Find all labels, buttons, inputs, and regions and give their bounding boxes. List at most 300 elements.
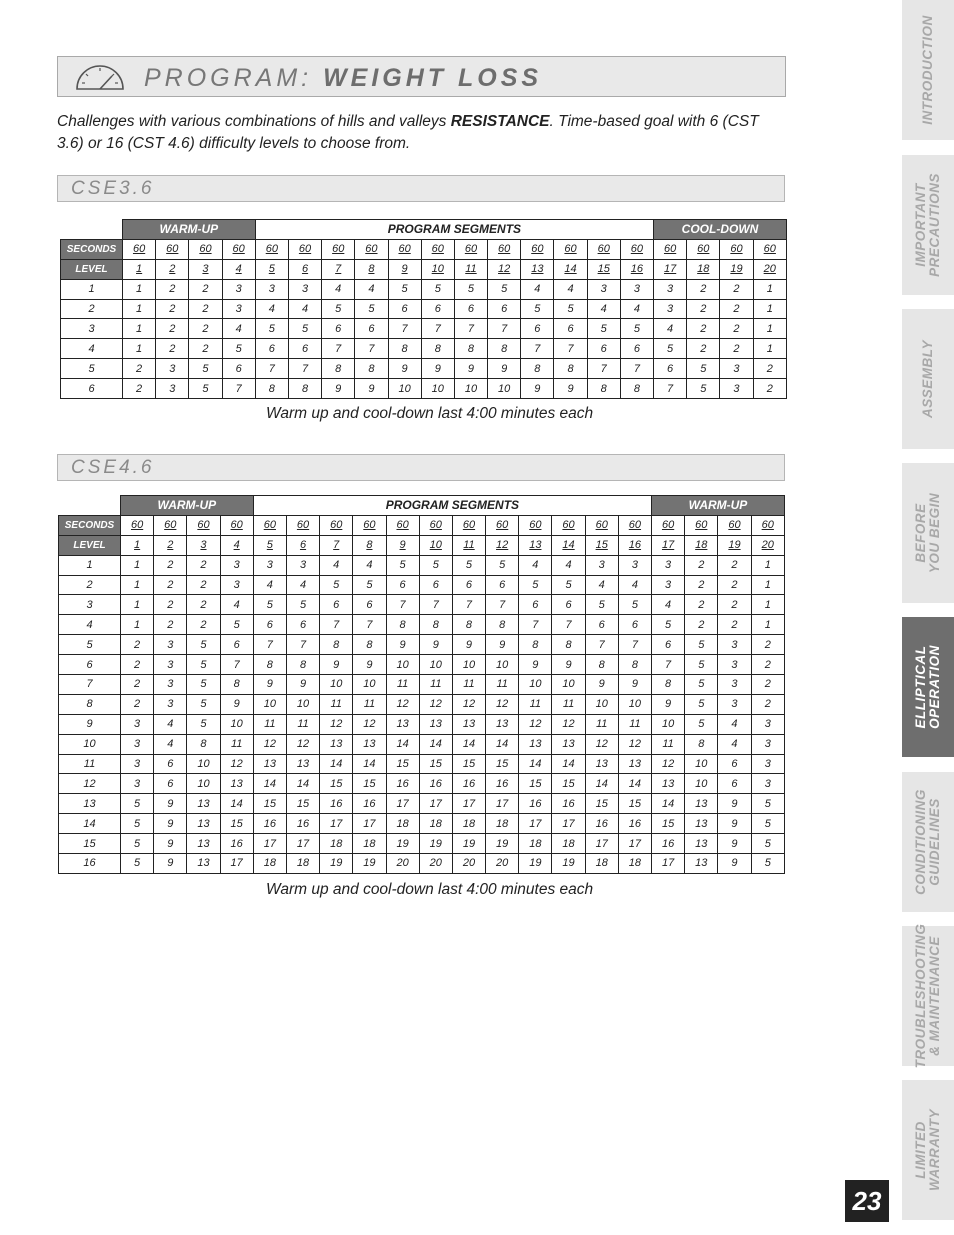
resistance-cell: 1 [121,555,154,575]
resistance-cell: 2 [156,319,189,339]
resistance-cell: 8 [552,635,585,655]
resistance-cell: 15 [519,774,552,794]
resistance-cell: 11 [652,734,685,754]
resistance-cell: 6 [386,575,419,595]
resistance-cell: 3 [718,655,751,675]
level-number-cell: 11 [59,754,121,774]
resistance-cell: 5 [121,794,154,814]
resistance-cell: 3 [154,655,187,675]
resistance-cell: 3 [585,555,618,575]
segment-number-cell: 11 [452,535,485,555]
section-title: CSE4.6 [71,457,155,478]
resistance-cell: 2 [154,595,187,615]
resistance-cell: 10 [519,675,552,695]
segment-number-cell: 15 [587,259,620,279]
resistance-cell: 3 [720,359,753,379]
segment-number-cell: 1 [121,535,154,555]
resistance-cell: 5 [521,299,554,319]
resistance-cell: 14 [652,794,685,814]
resistance-cell: 2 [187,555,220,575]
resistance-cell: 17 [220,854,253,874]
level-label: LEVEL [59,535,121,555]
resistance-cell: 3 [154,635,187,655]
resistance-cell: 18 [552,834,585,854]
resistance-cell: 11 [220,734,253,754]
segment-number-cell: 8 [355,259,388,279]
resistance-cell: 1 [123,279,156,299]
segment-number-cell: 11 [454,259,487,279]
resistance-cell: 10 [286,694,319,714]
resistance-cell: 4 [718,734,751,754]
resistance-cell: 4 [220,595,253,615]
seconds-cell: 60 [386,515,419,535]
resistance-cell: 10 [388,379,421,399]
tab-important-precautions[interactable] [902,155,954,295]
level-number-cell: 3 [59,595,121,615]
resistance-cell: 3 [220,555,253,575]
resistance-cell: 11 [618,714,651,734]
seconds-cell: 60 [322,239,355,259]
resistance-cell: 2 [685,555,718,575]
resistance-cell: 3 [222,279,255,299]
table-row [59,595,785,615]
table-row [59,615,785,635]
seconds-cell: 60 [286,515,319,535]
resistance-cell: 14 [353,754,386,774]
resistance-cell: 4 [521,279,554,299]
resistance-cell: 9 [521,379,554,399]
resistance-cell: 16 [552,794,585,814]
resistance-cell: 2 [121,635,154,655]
resistance-cell: 19 [419,834,452,854]
resistance-cell: 12 [585,734,618,754]
resistance-cell: 9 [154,834,187,854]
level-number-cell: 6 [59,655,121,675]
table-row [59,555,785,575]
segment-number-cell: 2 [154,535,187,555]
resistance-cell: 7 [355,339,388,359]
segment-number-cell: 19 [718,535,751,555]
resistance-cell: 8 [353,635,386,655]
resistance-cell: 8 [618,655,651,675]
segment-number-cell: 20 [751,535,784,555]
resistance-cell: 10 [685,754,718,774]
seconds-cell: 60 [685,515,718,535]
resistance-cell: 13 [220,774,253,794]
table-row [59,834,785,854]
segment-number-cell: 5 [253,535,286,555]
segment-number-cell: 3 [187,535,220,555]
speedometer-icon [74,65,126,91]
resistance-cell: 6 [220,635,253,655]
resistance-cell: 2 [187,615,220,635]
resistance-cell: 5 [687,379,720,399]
resistance-cell: 20 [419,854,452,874]
resistance-cell: 2 [753,359,786,379]
tab-troubleshooting-maintenance[interactable] [902,923,954,1069]
resistance-cell: 3 [751,774,784,794]
resistance-cell: 16 [486,774,519,794]
table-caption: Warm up and cool-down last 4:00 minutes each [266,405,594,422]
segment-number-cell: 6 [288,259,321,279]
resistance-cell: 3 [253,555,286,575]
tab-introduction[interactable] [902,0,954,140]
resistance-cell: 9 [322,379,355,399]
resistance-cell: 4 [620,299,653,319]
resistance-cell: 3 [156,379,189,399]
resistance-cell: 2 [685,615,718,635]
level-number-cell: 3 [61,319,123,339]
resistance-cell: 18 [386,814,419,834]
resistance-cell: 2 [156,339,189,359]
resistance-cell: 8 [587,379,620,399]
resistance-cell: 14 [519,754,552,774]
resistance-cell: 16 [618,814,651,834]
resistance-cell: 4 [154,734,187,754]
resistance-cell: 10 [488,379,521,399]
seconds-cell: 60 [620,239,653,259]
table-row [59,754,785,774]
resistance-cell: 5 [189,359,222,379]
resistance-cell: 16 [652,834,685,854]
resistance-cell: 5 [751,854,784,874]
resistance-cell: 13 [486,714,519,734]
resistance-cell: 4 [618,575,651,595]
segment-number-cell: 12 [486,535,519,555]
resistance-cell: 5 [121,834,154,854]
resistance-cell: 15 [452,754,485,774]
resistance-cell: 1 [121,615,154,635]
resistance-cell: 10 [452,655,485,675]
resistance-cell: 3 [618,555,651,575]
resistance-cell: 4 [554,279,587,299]
seconds-cell: 60 [720,239,753,259]
resistance-cell: 2 [718,555,751,575]
resistance-cell: 7 [452,595,485,615]
resistance-cell: 17 [618,834,651,854]
resistance-cell: 13 [187,794,220,814]
resistance-cell: 10 [320,675,353,695]
resistance-cell: 15 [353,774,386,794]
resistance-cell: 14 [585,774,618,794]
resistance-cell: 8 [187,734,220,754]
seconds-cell: 60 [189,239,222,259]
resistance-cell: 18 [585,854,618,874]
tab-label: BEFORE YOU BEGIN [913,492,942,574]
resistance-cell: 1 [753,299,786,319]
resistance-cell: 9 [486,635,519,655]
segment-number-cell: 9 [386,535,419,555]
resistance-cell: 15 [320,774,353,794]
resistance-cell: 5 [751,834,784,854]
resistance-cell: 1 [121,595,154,615]
resistance-cell: 3 [718,675,751,695]
resistance-cell: 15 [552,774,585,794]
resistance-cell: 5 [552,575,585,595]
level-number-cell: 13 [59,794,121,814]
resistance-cell: 3 [652,555,685,575]
resistance-cell: 10 [618,694,651,714]
resistance-cell: 13 [286,754,319,774]
resistance-cell: 4 [322,279,355,299]
resistance-cell: 15 [220,814,253,834]
resistance-cell: 5 [618,595,651,615]
resistance-cell: 3 [720,379,753,399]
resistance-cell: 11 [486,675,519,695]
resistance-cell: 4 [519,555,552,575]
resistance-cell: 10 [187,754,220,774]
resistance-cell: 13 [187,854,220,874]
resistance-cell: 8 [253,655,286,675]
resistance-cell: 6 [620,339,653,359]
resistance-cell: 4 [585,575,618,595]
resistance-cell: 2 [720,319,753,339]
resistance-cell: 4 [718,714,751,734]
resistance-cell: 15 [652,814,685,834]
segment-number-cell: 9 [388,259,421,279]
resistance-cell: 10 [386,655,419,675]
page-number: 23 [845,1180,889,1222]
intro-bold: RESISTANCE [450,113,550,130]
resistance-cell: 17 [353,814,386,834]
seconds-cell: 60 [452,515,485,535]
program-table-cse36 [60,219,787,399]
table-row [61,379,787,399]
resistance-cell: 16 [320,794,353,814]
resistance-cell: 12 [286,734,319,754]
segment-number-cell: 14 [554,259,587,279]
resistance-cell: 6 [718,774,751,794]
tab-label: IMPORTANT PRECAUTIONS [913,173,942,277]
resistance-cell: 5 [288,319,321,339]
resistance-cell: 2 [751,635,784,655]
resistance-cell: 2 [685,575,718,595]
resistance-cell: 2 [123,359,156,379]
resistance-cell: 5 [187,694,220,714]
resistance-cell: 6 [652,635,685,655]
resistance-cell: 6 [154,754,187,774]
resistance-cell: 5 [121,814,154,834]
level-number-cell: 10 [59,734,121,754]
table-row [59,694,785,714]
resistance-cell: 10 [253,694,286,714]
resistance-cell: 6 [486,575,519,595]
resistance-cell: 17 [552,814,585,834]
resistance-cell: 4 [552,555,585,575]
resistance-cell: 13 [187,814,220,834]
resistance-cell: 7 [652,655,685,675]
resistance-cell: 6 [322,319,355,339]
level-number-cell: 5 [61,359,123,379]
resistance-cell: 7 [286,635,319,655]
resistance-cell: 8 [320,635,353,655]
resistance-cell: 7 [618,635,651,655]
resistance-cell: 3 [121,734,154,754]
resistance-cell: 6 [353,595,386,615]
resistance-cell: 5 [685,675,718,695]
resistance-cell: 3 [255,279,288,299]
resistance-cell: 10 [552,675,585,695]
resistance-cell: 3 [121,714,154,734]
resistance-cell: 16 [220,834,253,854]
resistance-cell: 8 [488,339,521,359]
resistance-cell: 7 [353,615,386,635]
seconds-cell: 60 [687,239,720,259]
resistance-cell: 6 [488,299,521,319]
tab-label: ELLIPTICAL OPERATION [913,645,942,729]
resistance-cell: 8 [419,615,452,635]
tab-before-you-begin[interactable] [902,463,954,603]
tab-conditioning-guidelines[interactable] [902,772,954,912]
level-number-cell: 1 [61,279,123,299]
resistance-cell: 5 [685,694,718,714]
resistance-cell: 14 [552,754,585,774]
resistance-cell: 1 [753,319,786,339]
resistance-cell: 2 [121,655,154,675]
resistance-cell: 7 [488,319,521,339]
resistance-cell: 5 [187,714,220,734]
resistance-cell: 5 [320,575,353,595]
resistance-cell: 2 [718,615,751,635]
resistance-cell: 5 [620,319,653,339]
seconds-label: SECONDS [59,515,121,535]
level-number-cell: 7 [59,675,121,695]
resistance-cell: 1 [753,339,786,359]
resistance-cell: 7 [521,339,554,359]
resistance-cell: 6 [718,754,751,774]
resistance-cell: 6 [253,615,286,635]
resistance-cell: 4 [255,299,288,319]
seconds-cell: 60 [187,515,220,535]
resistance-cell: 3 [286,555,319,575]
resistance-cell: 12 [552,714,585,734]
resistance-cell: 5 [685,635,718,655]
resistance-cell: 13 [386,714,419,734]
seconds-cell: 60 [552,515,585,535]
tab-limited-warranty[interactable] [902,1080,954,1220]
resistance-cell: 5 [255,319,288,339]
resistance-cell: 4 [587,299,620,319]
resistance-cell: 6 [618,615,651,635]
resistance-cell: 11 [286,714,319,734]
resistance-cell: 12 [486,694,519,714]
resistance-cell: 5 [654,339,687,359]
resistance-cell: 14 [220,794,253,814]
resistance-cell: 2 [751,694,784,714]
resistance-cell: 7 [253,635,286,655]
resistance-cell: 6 [419,575,452,595]
level-number-cell: 1 [59,555,121,575]
seconds-cell: 60 [751,515,784,535]
table-row [61,339,787,359]
resistance-cell: 9 [552,655,585,675]
tab-elliptical-operation[interactable] [902,617,954,757]
level-number-cell: 12 [59,774,121,794]
segment-number-cell: 2 [156,259,189,279]
section-title: CSE3.6 [71,178,155,199]
resistance-cell: 16 [286,814,319,834]
resistance-cell: 3 [222,299,255,319]
resistance-cell: 2 [121,675,154,695]
tab-label: ASSEMBLY [920,339,935,419]
resistance-cell: 8 [652,675,685,695]
resistance-cell: 2 [687,339,720,359]
resistance-cell: 7 [388,319,421,339]
seconds-cell: 60 [253,515,286,535]
resistance-cell: 13 [618,754,651,774]
resistance-cell: 7 [454,319,487,339]
resistance-cell: 16 [386,774,419,794]
resistance-cell: 8 [388,339,421,359]
resistance-cell: 9 [488,359,521,379]
resistance-cell: 4 [222,319,255,339]
intro-text-before: Challenges with various combinations of hills and valleys [57,113,451,130]
resistance-cell: 7 [552,615,585,635]
resistance-cell: 2 [751,655,784,675]
resistance-cell: 11 [353,694,386,714]
resistance-cell: 16 [585,814,618,834]
resistance-cell: 2 [154,555,187,575]
intro-paragraph [57,111,787,155]
resistance-cell: 2 [123,379,156,399]
resistance-cell: 14 [253,774,286,794]
resistance-cell: 5 [519,575,552,595]
resistance-cell: 5 [687,359,720,379]
resistance-cell: 3 [620,279,653,299]
resistance-cell: 18 [618,854,651,874]
corner-cell [61,220,123,240]
tab-assembly[interactable] [902,309,954,449]
resistance-cell: 1 [753,279,786,299]
resistance-cell: 2 [720,339,753,359]
resistance-cell: 13 [585,754,618,774]
level-number-cell: 9 [59,714,121,734]
resistance-cell: 3 [751,714,784,734]
resistance-cell: 3 [288,279,321,299]
resistance-cell: 9 [220,694,253,714]
resistance-cell: 7 [320,615,353,635]
resistance-cell: 8 [220,675,253,695]
group-header-end: WARM-UP [652,496,785,516]
resistance-cell: 15 [585,794,618,814]
resistance-cell: 9 [585,675,618,695]
seconds-cell: 60 [320,515,353,535]
resistance-cell: 2 [187,575,220,595]
resistance-cell: 9 [355,379,388,399]
seconds-cell: 60 [718,515,751,535]
resistance-cell: 13 [253,754,286,774]
resistance-cell: 17 [452,794,485,814]
seconds-cell: 60 [654,239,687,259]
segment-number-cell: 16 [620,259,653,279]
seconds-cell: 60 [486,515,519,535]
resistance-cell: 15 [286,794,319,814]
resistance-cell: 5 [187,635,220,655]
resistance-cell: 9 [154,794,187,814]
resistance-cell: 8 [454,339,487,359]
segment-number-cell: 18 [687,259,720,279]
seconds-cell: 60 [488,239,521,259]
segment-number-cell: 18 [685,535,718,555]
table-row [59,734,785,754]
resistance-cell: 6 [554,319,587,339]
tab-label: LIMITED WARRANTY [913,1109,942,1191]
resistance-cell: 12 [519,714,552,734]
segment-number-cell: 13 [519,535,552,555]
resistance-cell: 6 [421,299,454,319]
level-number-cell: 2 [59,575,121,595]
tab-label: CONDITIONING GUIDELINES [913,789,942,895]
